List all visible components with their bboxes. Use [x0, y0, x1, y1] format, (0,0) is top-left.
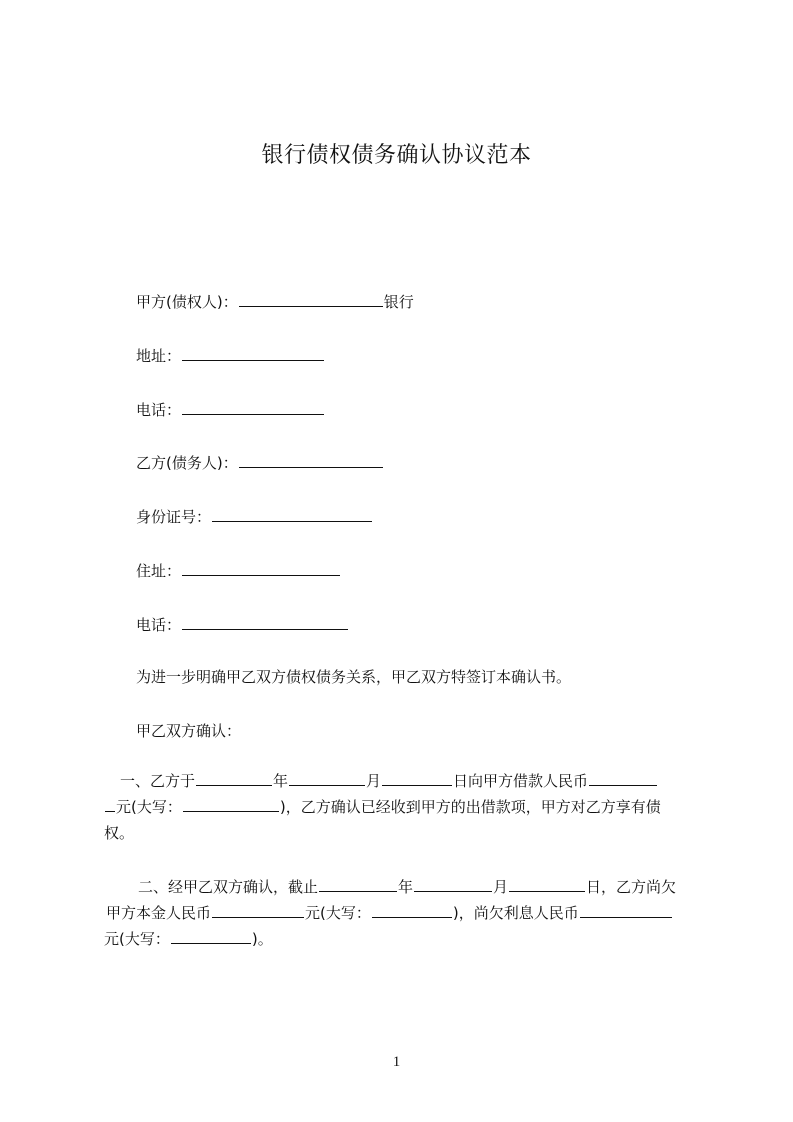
address-blank [182, 344, 324, 361]
phone-b-field [136, 613, 349, 636]
clause-2-line-3-start: 元(大写： [104, 930, 170, 948]
party-a-label: 甲方(债权人)： [136, 293, 238, 311]
clause-2-day-text: 日，乙方尚欠 [586, 878, 677, 896]
clause-1-line-1 [104, 768, 704, 794]
clause-2-interest-blank [580, 901, 672, 918]
clause-1-year: 年 [273, 772, 289, 790]
clause-2-month: 月 [493, 878, 509, 896]
clause-1-day-blank [382, 769, 452, 786]
phone-a-label: 电话： [136, 401, 182, 419]
phone-b-blank [182, 613, 348, 630]
party-b-blank [239, 451, 383, 468]
clause-1-line-3: 权。 [104, 824, 135, 842]
clause-2-yuan-daxie: 元(大写： [305, 904, 371, 922]
clause-2 [104, 874, 704, 952]
clause-1-amount-blank-cont [105, 795, 115, 812]
clause-2-principal-blank [212, 901, 304, 918]
party-a-field [136, 290, 414, 313]
clause-2-interest-daxie-blank [171, 927, 251, 944]
clause-2-line-3-end: )。 [251, 930, 273, 948]
clause-1-line-2 [104, 794, 704, 820]
clause-1-month-blank [289, 769, 365, 786]
id-label: 身份证号： [136, 508, 212, 526]
id-field [136, 505, 373, 528]
intro-text: 为进一步明确甲乙双方债权债务关系，甲乙双方特签订本确认书。 [136, 668, 572, 686]
phone-a-field [136, 398, 325, 421]
clause-1-yuan-daxie: 元(大写： [116, 798, 182, 816]
clause-1-amount-blank [589, 769, 657, 786]
clause-1-line-2-end: )，乙方确认已经收到甲方的出借款项，甲方对乙方享有债 [279, 798, 661, 816]
clause-2-line-2 [104, 900, 704, 926]
clause-1-prefix: 一、乙方于 [120, 772, 196, 790]
document-title: 银行债权债务确认协议范本 [261, 143, 532, 168]
page-number: 1 [392, 1054, 401, 1070]
phone-b-label: 电话： [136, 616, 182, 634]
clause-1-day-text: 日向甲方借款人民币 [453, 772, 589, 790]
clause-2-year: 年 [398, 878, 414, 896]
clause-2-day-blank [509, 875, 585, 892]
address-field [136, 344, 325, 367]
party-a-blank [239, 290, 383, 307]
clause-1-month: 月 [366, 772, 382, 790]
clause-2-month-blank [414, 875, 492, 892]
phone-a-blank [182, 398, 324, 415]
clause-2-prefix: 二、经甲乙双方确认，截止 [138, 878, 319, 896]
clause-2-line-3 [104, 926, 704, 952]
party-a-suffix: 银行 [383, 293, 414, 311]
clause-2-interest: )，尚欠利息人民币 [452, 904, 579, 922]
address-label: 地址： [136, 347, 182, 365]
residence-label: 住址： [136, 562, 182, 580]
id-blank [212, 505, 372, 522]
clause-1-daxie-blank [183, 795, 279, 812]
clause-2-line-1 [104, 874, 704, 900]
clause-2-principal: 甲方本金人民币 [106, 904, 212, 922]
clause-1-year-blank [196, 769, 272, 786]
party-b-field [136, 451, 384, 474]
party-b-label: 乙方(债务人)： [136, 454, 238, 472]
clause-1 [104, 768, 704, 846]
residence-field [136, 559, 341, 582]
clause-2-daxie-blank [372, 901, 452, 918]
residence-blank [182, 559, 340, 576]
confirm-heading: 甲乙双方确认： [136, 722, 242, 740]
clause-2-year-blank [319, 875, 397, 892]
